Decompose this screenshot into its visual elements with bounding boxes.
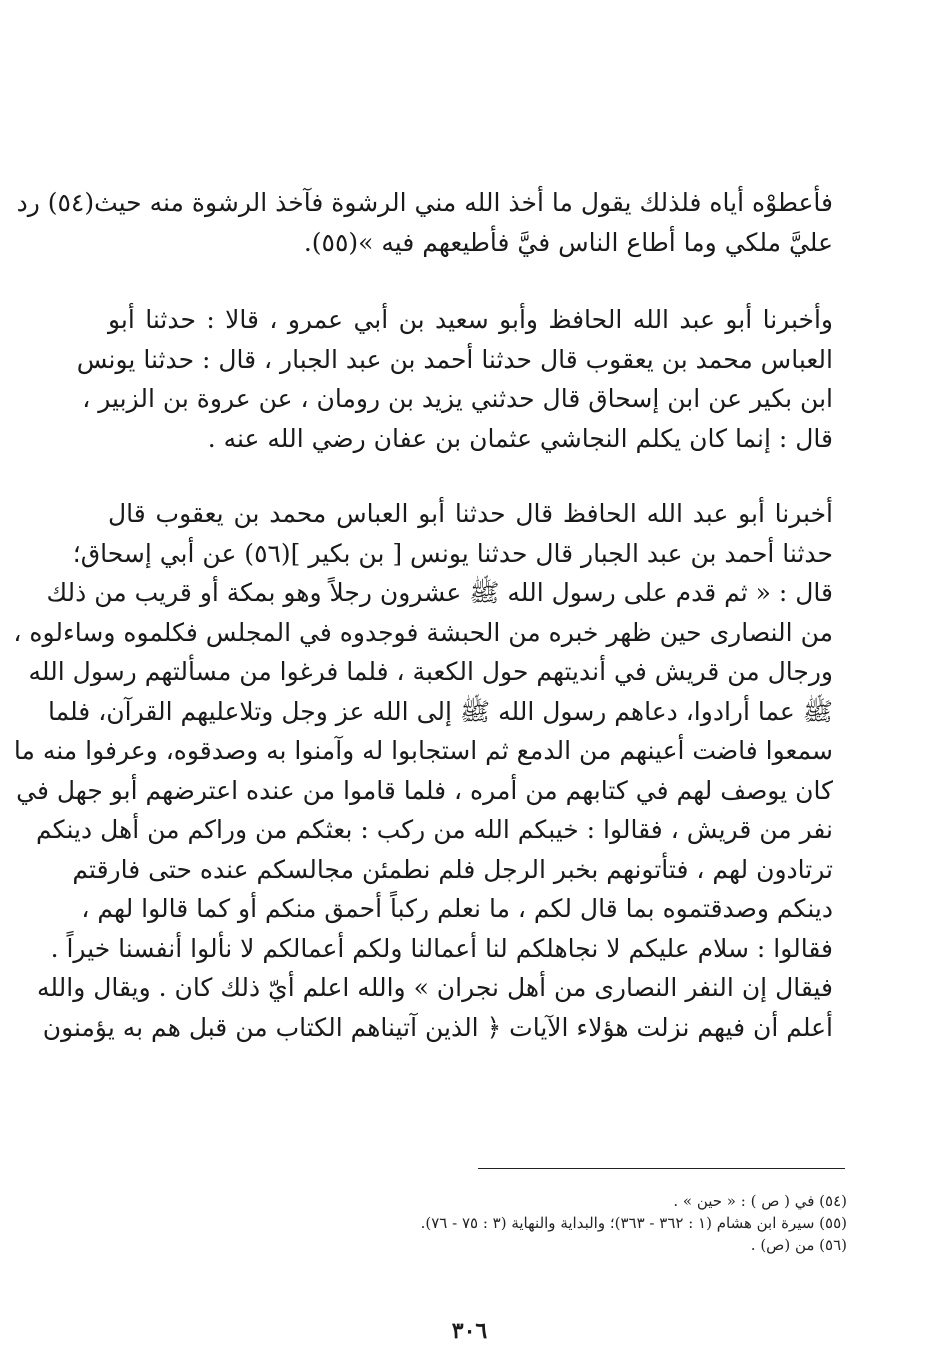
paragraph-3 bbox=[13, 494, 833, 1047]
footnote-56: (٥٦) من (ص) . bbox=[750, 1236, 847, 1254]
text-line: وأخبرنا أبو عبد الله الحافظ وأبو سعيد بن أبي عمرو ، قالا : حدثنا أبو bbox=[108, 305, 833, 334]
text-line: أخبرنا أبو عبد الله الحافظ قال حدثنا أبو العباس محمد بن يعقوب قال bbox=[108, 499, 833, 528]
text-line: فقالوا : سلام عليكم لا نجاهلكم لنا أعمالنا ولكم أعمالكم لا نألوا أنفسنا خيراً . bbox=[50, 933, 833, 963]
text-line: فيقال إن النفر النصارى من أهل نجران » والله اعلم أيّ ذلك كان . ويقال والله bbox=[36, 973, 833, 1002]
text-line: أعلم أن فيهم نزلت هؤلاء الآيات ﴿ الذين آتيناهم الكتاب من قبل هم به يؤمنون bbox=[42, 1012, 833, 1042]
text-line: ترتادون لهم ، فتأتونهم بخبر الرجل فلم نطمئن مجالسكم عنده حتى فارقتم bbox=[72, 854, 833, 884]
text-line: من النصارى حين ظهر خبره من الحبشة فوجدوه في المجلس فكلموه وساءلوه ، bbox=[13, 617, 833, 647]
text-line: عليَّ ملكي وما أطاع الناس فيَّ فأطيعهم فيه »(٥٥). bbox=[303, 227, 833, 257]
text-line: دينكم وصدقتموه بما قال لكم ، ما نعلم ركباً أحمق منكم أو كما قالوا لهم ، bbox=[81, 894, 833, 923]
text-line: حدثنا أحمد بن عبد الجبار قال حدثنا يونس [ بن بكير ](٥٦) عن أبي إسحاق؛ bbox=[72, 538, 833, 568]
text-line: ابن بكير عن ابن إسحاق قال حدثني يزيد بن رومان ، عن عروة بن الزبير ، bbox=[82, 384, 833, 413]
footnotes bbox=[87, 1190, 847, 1256]
text-line: نفر من قريش ، فقالوا : خيبكم الله من ركب : بعثكم من وراكم من أهل دينكم bbox=[36, 815, 833, 844]
footnote-54: (٥٤) في ( ص ) : « حين » . bbox=[673, 1192, 847, 1210]
page-number: ٣٠٦ bbox=[451, 1318, 488, 1344]
text-line: كان يوصف لهم في كتابهم من أمره ، فلما قاموا من عنده اعترضهم أبو جهل في bbox=[16, 775, 833, 805]
text-line: قال : « ثم قدم على رسول الله ﷺ عشرون رجلاً وهو بمكة أو قريب من ذلك bbox=[46, 578, 833, 607]
text-line: ورجال من قريش في أنديتهم حول الكعبة ، فلما فرغوا من مسألتهم رسول الله bbox=[28, 657, 833, 686]
paragraph-2 bbox=[76, 300, 833, 458]
footnote-55: (٥٥) سيرة ابن هشام (١ : ٣٦٢ - ٣٦٣)؛ والبداية والنهاية (٣ : ٧٥ - ٧٦). bbox=[420, 1214, 847, 1232]
paragraph-1 bbox=[16, 183, 833, 262]
text-line: قال : إنما كان يكلم النجاشي عثمان بن عفان رضي الله عنه . bbox=[207, 423, 833, 453]
text-line: سمعوا فاضت أعينهم من الدمع ثم استجابوا له وآمنوا به وصدقوه، وعرفوا منه ما bbox=[13, 736, 833, 765]
footnote-divider bbox=[478, 1168, 845, 1169]
text-line: ﷺ عما أرادوا، دعاهم رسول الله ﷺ إلى الله عز وجل وتلاعليهم القرآن، فلما bbox=[47, 696, 833, 726]
text-line: فأعطوْه أياه فلذلك يقول ما أخذ الله مني الرشوة فآخذ الرشوة منه حيث(٥٤) رد bbox=[16, 188, 833, 217]
text-line: العباس محمد بن يعقوب قال حدثنا أحمد بن عبد الجبار ، قال : حدثنا يونس bbox=[76, 344, 833, 374]
